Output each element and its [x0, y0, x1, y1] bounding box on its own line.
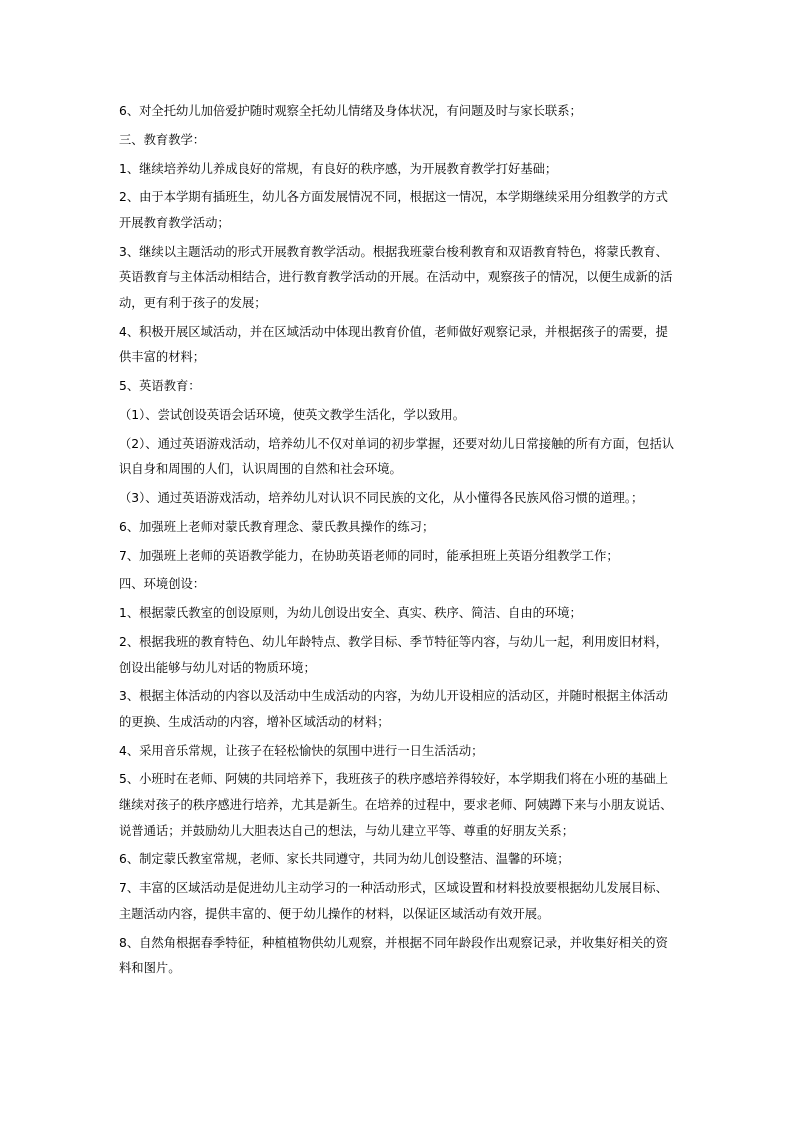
paragraph-teaching-item-3: 3、继续以主题活动的形式开展教育教学活动。根据我班蒙台梭利教育和双语教育特色，将蒙氏教育、英语教育与主体活动相结合，进行教育教学活动的开展。在活动中，观察孩子的情况，以便生成新的活动，更有利于孩子的发展； — [119, 244, 673, 310]
paragraph-environment-item-8: 8、自然角根据春季特征，种植植物供幼儿观察，并根据不同年龄段作出观察记录，并收集好相关的资料和图片。 — [119, 935, 668, 976]
paragraph-environment-item-4: 4、采用音乐常规，让孩子在轻松愉快的氛围中进行一日生活活动； — [119, 743, 484, 758]
paragraph-teaching-item-5: 5、英语教育： — [119, 379, 201, 394]
heading-education-teaching: 三、教育教学： — [119, 132, 206, 147]
paragraph-environment-item-6: 6、制定蒙氏教室常规，老师、家长共同遵守，共同为幼儿创设整洁、温馨的环境； — [119, 852, 570, 867]
paragraph-teaching-item-1: 1、继续培养幼儿养成良好的常规，有良好的秩序感，为开展教育教学打好基础； — [119, 161, 558, 176]
paragraph-english-sub-2: （2）、通过英语游戏活动，培养幼儿不仅对单词的初步掌握，还要对幼儿日常接触的所有方面，包括认识自身和周围的人们，认识周围的自然和社会环境。 — [119, 436, 675, 477]
document-body — [119, 99, 679, 985]
paragraph-english-sub-3: （3）、通过英语游戏活动，培养幼儿对认识不同民族的文化，从小懂得各民族风俗习惯的道理。； — [119, 491, 644, 505]
paragraph-teaching-item-6: 6、加强班上老师对蒙氏教育理念、蒙氏教具操作的练习； — [119, 519, 435, 534]
paragraph-environment-item-7: 7、丰富的区域活动是促进幼儿主动学习的一种活动形式，区域设置和材料投放要根据幼儿发展目标、主题活动内容，提供丰富的、便于幼儿操作的材料，以保证区域活动有效开展。 — [119, 881, 668, 921]
paragraph-environment-item-1: 1、根据蒙氏教室的创设原则，为幼儿创设出安全、真实、秩序、简洁、自由的环境； — [119, 606, 582, 621]
paragraph-care-item-6: 6、对全托幼儿加倍爱护随时观察全托幼儿情绪及身体状况，有问题及时与家长联系； — [119, 104, 582, 118]
heading-environment-creation: 四、环境创设： — [119, 577, 206, 592]
paragraph-environment-item-2: 2、根据我班的教育特色、幼儿年龄特点、教学目标、季节特征等内容，与幼儿一起，利用废旧材料，创设出能够与幼儿对话的物质环境； — [119, 634, 668, 675]
paragraph-environment-item-3: 3、根据主体活动的内容以及活动中生成活动的内容，为幼儿开设相应的活动区，并随时根据主体活动的更换、生成活动的内容，增补区域活动的材料； — [119, 689, 668, 729]
paragraph-english-sub-1: （1）、尝试创设英语会话环境，使英文教学生活化，学以致用。 — [119, 407, 465, 422]
paragraph-teaching-item-2: 2、由于本学期有插班生，幼儿各方面发展情况不同，根据这一情况，本学期继续采用分组教学的方式开展教育教学活动； — [119, 190, 668, 230]
paragraph-teaching-item-4: 4、积极开展区域活动，并在区域活动中体现出教育价值，老师做好观察记录，并根据孩子的需要，提供丰富的材料； — [119, 324, 668, 365]
paragraph-teaching-item-7: 7、加强班上老师的英语教学能力，在协助英语老师的同时，能承担班上英语分组教学工作； — [119, 548, 619, 563]
paragraph-environment-item-5: 5、小班时在老师、阿姨的共同培养下，我班孩子的秩序感培养得较好，本学期我们将在小班的基础上继续对孩子的秩序感进行培养，尤其是新生。在培养的过程中，要求老师、阿姨蹲下来与小朋友说话、说普通话；并鼓励幼儿大胆表达自己的想法，与幼儿建立平等、尊重的好朋友关系； — [119, 772, 673, 838]
